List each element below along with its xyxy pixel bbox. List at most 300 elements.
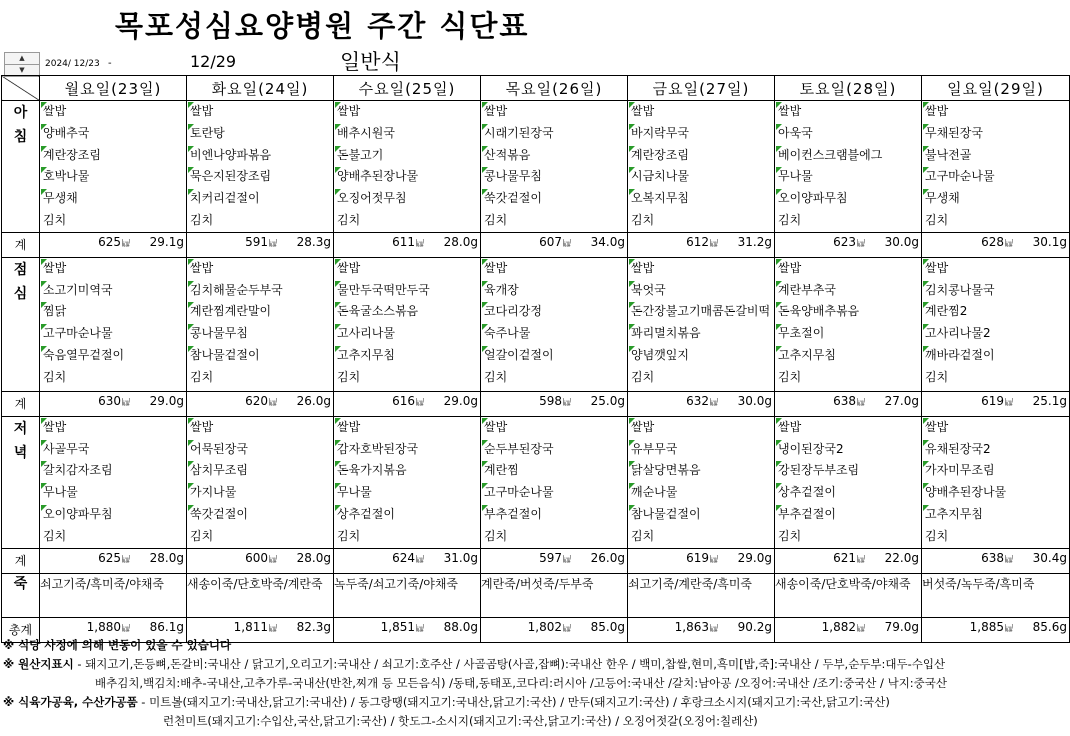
kcal-value	[352, 394, 424, 408]
menu-item: 얼갈이겉절이	[481, 345, 627, 367]
menu-item: 양배추국	[40, 123, 186, 145]
kcal-value	[205, 235, 277, 249]
menu-item: 쌀밥	[922, 417, 1069, 439]
kcal-number: 607	[539, 235, 562, 250]
kcal-value	[58, 620, 130, 634]
subtotal-label: 계	[2, 232, 40, 257]
menu-item: 김치콩나물국	[922, 280, 1069, 302]
menu-item: 고구마순나물	[922, 166, 1069, 188]
kcal-value	[941, 620, 1013, 634]
day-header: 화요일(24일)	[187, 76, 334, 101]
subtotal-cell	[187, 391, 334, 416]
lunch-cell	[922, 257, 1070, 391]
menu-item: 돈육굴소스볶음	[334, 301, 480, 323]
menu-item: 돈육가지볶음	[334, 460, 480, 482]
kcal-number: 638	[981, 551, 1004, 566]
menu-item: 쌀밥	[775, 101, 921, 123]
menu-item: 오징어젓무침	[334, 188, 480, 210]
notice-text: ※ 식당 사정에 의해 변동이 있을 수 있습니다	[3, 638, 232, 652]
menu-item: 쑥갓겉절이	[481, 188, 627, 210]
menu-item: 숙주나물	[481, 323, 627, 345]
day-header: 목요일(26일)	[481, 76, 628, 101]
kcal-unit: ㎉	[416, 555, 424, 565]
subtotal-label: 계	[2, 391, 40, 416]
menu-item: 배추시원국	[334, 123, 480, 145]
breakfast-row	[2, 101, 1070, 233]
menu-item: 쌀밥	[775, 258, 921, 280]
menu-item: 계란부추국	[775, 280, 921, 302]
kcal-number: 625	[98, 551, 121, 566]
lunch-cell	[334, 257, 481, 391]
subtotal-cell	[775, 391, 922, 416]
menu-item: 쌀밥	[334, 417, 480, 439]
lunch-cell	[187, 257, 334, 391]
origin-line-2: 배추김치,백김치:배추-국내산,고추가루-국내산(반찬,찌개 등 모든음식) /동태,동태포,코다리:러시아 /고등어:국내산 /갈치:남아공 /오징어:국내산 /조기:중국산 / 낙지:중국산	[95, 676, 948, 690]
kcal-unit: ㎉	[563, 398, 571, 408]
menu-item: 토란탕	[187, 123, 333, 145]
menu-item: 쌀밥	[40, 101, 186, 123]
subtotal-cell	[40, 391, 187, 416]
menu-item: 가지나물	[187, 482, 333, 504]
menu-item: 숙음열무겉절이	[40, 345, 186, 367]
kcal-value	[793, 394, 865, 408]
kcal-unit: ㎉	[857, 555, 865, 565]
dinner-cell	[922, 416, 1070, 548]
menu-item: 감자호박된장국	[334, 439, 480, 461]
gram-value: 25.0g	[590, 394, 625, 409]
menu-item: 양배추된장나물	[922, 482, 1069, 504]
menu-item: 고구마순나물	[481, 482, 627, 504]
date-spin-up-button[interactable]: ▲	[4, 52, 40, 65]
menu-item: 쌀밥	[40, 417, 186, 439]
kcal-value	[352, 235, 424, 249]
menu-type-title: 일반식	[340, 50, 401, 74]
menu-item: 고구마순나물	[40, 323, 186, 345]
kcal-unit: ㎉	[857, 624, 865, 634]
dinner-label: 저 녁	[2, 416, 40, 548]
kcal-number: 623	[833, 235, 856, 250]
kcal-number: 625	[98, 235, 121, 250]
porridge-cell: 쇠고기죽/계란죽/흑미죽	[628, 573, 775, 617]
menu-item: 호박나물	[40, 166, 186, 188]
lunch-cell	[628, 257, 775, 391]
kcal-value	[499, 620, 571, 634]
subtotal-label: 계	[2, 548, 40, 573]
kcal-number: 591	[245, 235, 268, 250]
kcal-number: 619	[981, 394, 1004, 409]
menu-item: 김치	[337, 369, 361, 384]
origin-text-1: - 돼지고기,돈등뼈,돈갈비:국내산 / 닭고기,오리고기:국내산 / 쇠고기:호주산 / 사골곰탕(사골,잡뼈):국내산 한우 / 백미,찹쌀,현미,흑미[밥,죽]:국내산 / 두부,순두부:대두-수입산	[73, 657, 946, 671]
kcal-unit: ㎉	[122, 624, 130, 634]
menu-item: 유부무국	[628, 439, 774, 461]
menu-item: 무나물	[40, 482, 186, 504]
dinner-cell	[481, 416, 628, 548]
menu-item: 쌀밥	[481, 101, 627, 123]
subtotal-cell	[628, 391, 775, 416]
breakfast-subtotal-row	[2, 232, 1070, 257]
menu-item: 콩나물무침	[481, 166, 627, 188]
dinner-cell	[187, 416, 334, 548]
menu-item: 무나물	[775, 166, 921, 188]
kcal-number: 620	[245, 394, 268, 409]
menu-item: 무나물	[334, 482, 480, 504]
menu-item: 김치해물순두부국	[187, 280, 333, 302]
kcal-unit: ㎉	[1005, 555, 1013, 565]
subtotal-cell	[334, 232, 481, 257]
menu-item: 강된장두부조림	[775, 460, 921, 482]
kcal-unit: ㎉	[416, 624, 424, 634]
gram-value: 26.0g	[296, 394, 331, 409]
gram-value: 28.3g	[296, 235, 331, 250]
menu-item: 김치	[43, 212, 67, 227]
kcal-number: 612	[686, 235, 709, 250]
menu-item: 김치	[190, 528, 214, 543]
menu-item: 김치	[778, 528, 802, 543]
menu-item: 상추겉절이	[775, 482, 921, 504]
menu-item: 김치	[190, 212, 214, 227]
menu-item: 쌀밥	[922, 258, 1069, 280]
gram-value: 29.0g	[737, 551, 772, 566]
breakfast-cell	[775, 101, 922, 233]
subtotal-cell	[334, 548, 481, 573]
menu-item: 양배추된장나물	[334, 166, 480, 188]
origin-label: ※ 원산지표시	[3, 657, 74, 671]
menu-item: 꽈리멸치볶음	[628, 323, 774, 345]
porridge-row	[2, 573, 1070, 617]
dinner-cell	[40, 416, 187, 548]
subtotal-cell	[481, 232, 628, 257]
kcal-unit: ㎉	[710, 398, 718, 408]
processed-line-1	[3, 693, 947, 712]
menu-item: 비엔나양파볶음	[187, 145, 333, 167]
subtotal-cell	[334, 391, 481, 416]
kcal-unit: ㎉	[269, 555, 277, 565]
gram-value: 31.0g	[443, 551, 478, 566]
kcal-value	[793, 235, 865, 249]
menu-item: 김치	[631, 212, 655, 227]
gram-value: 28.0g	[443, 235, 478, 250]
kcal-value	[58, 394, 130, 408]
kcal-value	[646, 235, 718, 249]
menu-item: 오복지무침	[628, 188, 774, 210]
menu-item: 부추겉절이	[775, 504, 921, 526]
processed-label: ※ 식육가공육, 수산가공품	[3, 695, 138, 709]
kcal-number: 611	[392, 235, 415, 250]
kcal-unit: ㎉	[122, 555, 130, 565]
menu-item: 고추지무침	[775, 345, 921, 367]
menu-item: 무생채	[922, 188, 1069, 210]
menu-item: 쌀밥	[187, 101, 333, 123]
menu-item: 계란찜2	[922, 301, 1069, 323]
kcal-value	[352, 620, 424, 634]
breakfast-cell	[922, 101, 1070, 233]
subtotal-cell	[187, 548, 334, 573]
kcal-value	[58, 551, 130, 565]
notes-section	[3, 636, 947, 731]
menu-item: 오이양파무침	[40, 504, 186, 526]
porridge-label: 죽	[2, 573, 40, 617]
menu-item: 물만두국떡만두국	[334, 280, 480, 302]
menu-item: 산적볶음	[481, 145, 627, 167]
menu-item: 묵은지된장조림	[187, 166, 333, 188]
total-label: 총계	[2, 617, 40, 642]
kcal-number: 630	[98, 394, 121, 409]
menu-item: 시금치나물	[628, 166, 774, 188]
menu-item: 돈불고기	[334, 145, 480, 167]
menu-item: 쌀밥	[334, 101, 480, 123]
date-separator: -	[108, 58, 112, 69]
menu-item: 베이컨스크램블에그	[775, 145, 921, 167]
subtotal-cell	[922, 548, 1070, 573]
menu-item: 쌀밥	[481, 258, 627, 280]
subtotal-cell	[40, 548, 187, 573]
subtotal-cell	[628, 548, 775, 573]
gram-value: 88.0g	[443, 620, 478, 635]
subtotal-cell	[775, 232, 922, 257]
dinner-cell	[775, 416, 922, 548]
menu-item: 어묵된장국	[187, 439, 333, 461]
menu-item: 쌀밥	[187, 417, 333, 439]
gram-value: 31.2g	[737, 235, 772, 250]
kcal-value	[352, 551, 424, 565]
menu-item: 북엇국	[628, 280, 774, 302]
kcal-value	[793, 620, 865, 634]
menu-item: 바지락무국	[628, 123, 774, 145]
menu-item: 쌀밥	[922, 101, 1069, 123]
dinner-cell	[334, 416, 481, 548]
kcal-number: 621	[833, 551, 856, 566]
kcal-unit: ㎉	[416, 239, 424, 249]
breakfast-cell	[40, 101, 187, 233]
gram-value: 28.0g	[296, 551, 331, 566]
menu-item: 김치	[484, 369, 508, 384]
menu-item: 불낙전골	[922, 145, 1069, 167]
menu-item: 쌀밥	[775, 417, 921, 439]
day-header: 일요일(29일)	[922, 76, 1070, 101]
kcal-unit: ㎉	[269, 624, 277, 634]
gram-value: 30.1g	[1032, 235, 1067, 250]
menu-item: 코다리강정	[481, 301, 627, 323]
menu-item: 계란장조림	[40, 145, 186, 167]
porridge-cell: 새송이죽/단호박죽/야채죽	[775, 573, 922, 617]
menu-item: 김치	[778, 212, 802, 227]
porridge-cell: 새송이죽/단호박죽/계란죽	[187, 573, 334, 617]
gram-value: 30.0g	[737, 394, 772, 409]
kcal-unit: ㎉	[416, 398, 424, 408]
gram-value: 85.6g	[1032, 620, 1067, 635]
kcal-unit: ㎉	[857, 239, 865, 249]
kcal-number: 1,811	[233, 620, 268, 635]
menu-item: 무생채	[40, 188, 186, 210]
kcal-unit: ㎉	[710, 239, 718, 249]
gram-value: 30.4g	[1032, 551, 1067, 566]
kcal-number: 638	[833, 394, 856, 409]
kcal-unit: ㎉	[563, 239, 571, 249]
menu-item: 쌀밥	[40, 258, 186, 280]
day-header: 토요일(28일)	[775, 76, 922, 101]
menu-item: 쌀밥	[628, 258, 774, 280]
menu-item: 쌀밥	[628, 101, 774, 123]
gram-value: 82.3g	[296, 620, 331, 635]
menu-item: 가자미무조림	[922, 460, 1069, 482]
kcal-unit: ㎉	[1005, 398, 1013, 408]
menu-item: 김치	[43, 528, 67, 543]
dinner-row	[2, 416, 1070, 548]
menu-item: 김치	[631, 369, 655, 384]
menu-item: 찜닭	[40, 301, 186, 323]
menu-item: 유채된장국2	[922, 439, 1069, 461]
menu-item: 냉이된장국2	[775, 439, 921, 461]
porridge-cell: 쇠고기죽/흑미죽/야채죽	[40, 573, 187, 617]
menu-item: 소고기미역국	[40, 280, 186, 302]
menu-item: 참나물겉절이	[628, 504, 774, 526]
menu-item: 무초절이	[775, 323, 921, 345]
kcal-value	[941, 235, 1013, 249]
kcal-unit: ㎉	[710, 555, 718, 565]
menu-item: 양념깻잎지	[628, 345, 774, 367]
menu-item: 돈육양배추볶음	[775, 301, 921, 323]
subtotal-cell	[481, 391, 628, 416]
menu-item: 아욱국	[775, 123, 921, 145]
gram-value: 27.0g	[884, 394, 919, 409]
date-end: 12/29	[190, 52, 237, 71]
menu-item: 무채된장국	[922, 123, 1069, 145]
gram-value: 29.0g	[149, 394, 184, 409]
breakfast-cell	[628, 101, 775, 233]
menu-item: 참나물겉절이	[187, 345, 333, 367]
subtotal-cell	[40, 232, 187, 257]
menu-item: 쌀밥	[628, 417, 774, 439]
dinner-cell	[628, 416, 775, 548]
menu-item: 부추겉절이	[481, 504, 627, 526]
menu-item: 김치	[484, 212, 508, 227]
day-header: 금요일(27일)	[628, 76, 775, 101]
kcal-number: 619	[686, 551, 709, 566]
gram-value: 86.1g	[149, 620, 184, 635]
kcal-unit: ㎉	[1005, 624, 1013, 634]
menu-item: 쌀밥	[481, 417, 627, 439]
menu-item: 김치	[925, 528, 949, 543]
kcal-unit: ㎉	[857, 398, 865, 408]
breakfast-label: 아 침	[2, 101, 40, 233]
subtotal-cell	[922, 232, 1070, 257]
gram-value: 79.0g	[884, 620, 919, 635]
menu-item: 갈치감자조림	[40, 460, 186, 482]
porridge-cell: 계란죽/버섯죽/두부죽	[481, 573, 628, 617]
gram-value: 25.1g	[1032, 394, 1067, 409]
kcal-unit: ㎉	[269, 239, 277, 249]
kcal-unit: ㎉	[563, 555, 571, 565]
kcal-number: 598	[539, 394, 562, 409]
menu-item: 김치	[337, 528, 361, 543]
menu-item: 상추겉절이	[334, 504, 480, 526]
menu-item: 김치	[43, 369, 67, 384]
kcal-value	[646, 551, 718, 565]
subtotal-cell	[922, 391, 1070, 416]
lunch-cell	[481, 257, 628, 391]
kcal-value	[499, 551, 571, 565]
subtotal-cell	[187, 232, 334, 257]
kcal-number: 628	[981, 235, 1004, 250]
menu-item: 삼치무조림	[187, 460, 333, 482]
menu-item: 돈간장불고기매콤돈갈비떡	[628, 301, 774, 323]
menu-item: 순두부된장국	[481, 439, 627, 461]
kcal-unit: ㎉	[1005, 239, 1013, 249]
kcal-number: 1,882	[821, 620, 856, 635]
menu-item: 닭살당면볶음	[628, 460, 774, 482]
kcal-number: 624	[392, 551, 415, 566]
porridge-cell: 버섯죽/녹두죽/흑미죽	[922, 573, 1070, 617]
date-spin-down-button[interactable]: ▼	[4, 64, 40, 77]
gram-value: 29.0g	[443, 394, 478, 409]
day-header: 수요일(25일)	[334, 76, 481, 101]
menu-item: 계란찜계란말이	[187, 301, 333, 323]
lunch-row	[2, 257, 1070, 391]
kcal-value	[941, 551, 1013, 565]
kcal-number: 600	[245, 551, 268, 566]
gram-value: 34.0g	[590, 235, 625, 250]
processed-text-1: - 미트볼(돼지고기:국내산,닭고기:국내산) / 동그랑땡(돼지고기:국내산,닭고기:국산) / 만두(돼지고기:국산) / 후랑크소시지(돼지고기:국산,닭고기:국산)	[137, 695, 890, 709]
kcal-number: 1,885	[969, 620, 1004, 635]
gram-value: 90.2g	[737, 620, 772, 635]
kcal-number: 1,851	[380, 620, 415, 635]
lunch-cell	[40, 257, 187, 391]
kcal-number: 1,802	[527, 620, 562, 635]
menu-item: 김치	[631, 528, 655, 543]
dinner-subtotal-row	[2, 548, 1070, 573]
corner-cell	[2, 76, 40, 101]
breakfast-cell	[481, 101, 628, 233]
menu-item: 김치	[778, 369, 802, 384]
menu-item: 콩나물무침	[187, 323, 333, 345]
menu-item: 고추지무침	[334, 345, 480, 367]
page-title: 목포성심요양병원 주간 식단표	[115, 9, 530, 43]
gram-value: 22.0g	[884, 551, 919, 566]
kcal-number: 597	[539, 551, 562, 566]
kcal-value	[58, 235, 130, 249]
subtotal-cell	[775, 548, 922, 573]
menu-item: 치커리겉절이	[187, 188, 333, 210]
menu-item: 쑥갓겉절이	[187, 504, 333, 526]
processed-line-2: 런천미트(돼지고기:수입산,국산,닭고기:국산) / 핫도그-소시지(돼지고기:국산,닭고기:국산) / 오징어젓갈(오징어:칠레산)	[163, 714, 758, 728]
kcal-number: 616	[392, 394, 415, 409]
subtotal-cell	[481, 548, 628, 573]
menu-item: 깨순나물	[628, 482, 774, 504]
kcal-value	[205, 394, 277, 408]
menu-item: 쌀밥	[334, 258, 480, 280]
kcal-value	[646, 394, 718, 408]
porridge-cell: 녹두죽/쇠고기죽/야채죽	[334, 573, 481, 617]
gram-value: 29.1g	[149, 235, 184, 250]
gram-value: 28.0g	[149, 551, 184, 566]
menu-item: 김치	[925, 369, 949, 384]
gram-value: 26.0g	[590, 551, 625, 566]
menu-item: 시래기된장국	[481, 123, 627, 145]
kcal-value	[941, 394, 1013, 408]
breakfast-cell	[187, 101, 334, 233]
kcal-number: 1,880	[86, 620, 121, 635]
menu-item: 김치	[337, 212, 361, 227]
menu-item: 쌀밥	[187, 258, 333, 280]
breakfast-cell	[334, 101, 481, 233]
menu-item: 계란찜	[481, 460, 627, 482]
menu-item: 사골무국	[40, 439, 186, 461]
kcal-unit: ㎉	[269, 398, 277, 408]
kcal-value	[205, 551, 277, 565]
kcal-number: 632	[686, 394, 709, 409]
kcal-value	[793, 551, 865, 565]
kcal-value	[205, 620, 277, 634]
